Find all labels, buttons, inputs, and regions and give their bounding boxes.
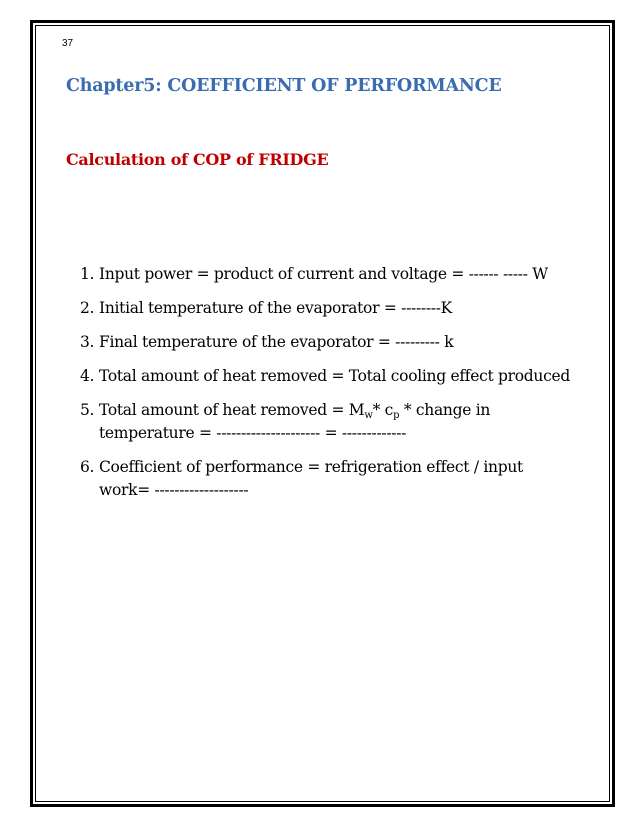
step-item	[80, 399, 570, 445]
section-title: Calculation of COP of FRIDGE	[66, 150, 329, 169]
step-text-part: Total amount of heat removed = M	[99, 401, 365, 419]
steps-list	[80, 263, 570, 513]
step-item	[80, 365, 570, 388]
step-text: Total amount of heat removed = Total cooling effect produced	[99, 367, 570, 385]
step-number: 1.	[80, 265, 95, 283]
step-number: 6.	[80, 458, 95, 476]
chapter-title: Chapter5: COEFFICIENT OF PERFORMANCE	[66, 76, 502, 96]
step-text: Initial temperature of the evaporator = --------K	[99, 299, 452, 317]
step-text: Final temperature of the evaporator = --------- k	[99, 333, 454, 351]
step-text: Input power = product of current and voltage = ------ ----- W	[99, 265, 548, 283]
specific-heat-subscript: p	[393, 410, 400, 421]
step-item	[80, 297, 570, 320]
step-item	[80, 331, 570, 354]
mass-subscript: w	[364, 410, 373, 421]
page-number: 37	[62, 38, 74, 49]
step-item	[80, 263, 570, 286]
step-item	[80, 456, 570, 502]
step-text-part: * c	[372, 401, 394, 419]
step-number: 2.	[80, 299, 95, 317]
step-text-part: * change in temperature = --------------------- = -------------	[99, 401, 491, 442]
step-number: 4.	[80, 367, 95, 385]
step-text	[99, 399, 570, 445]
step-text: Coefficient of performance = refrigeration effect / input work= -------------------	[99, 458, 523, 499]
step-number: 3.	[80, 333, 95, 351]
step-number: 5.	[80, 401, 95, 419]
